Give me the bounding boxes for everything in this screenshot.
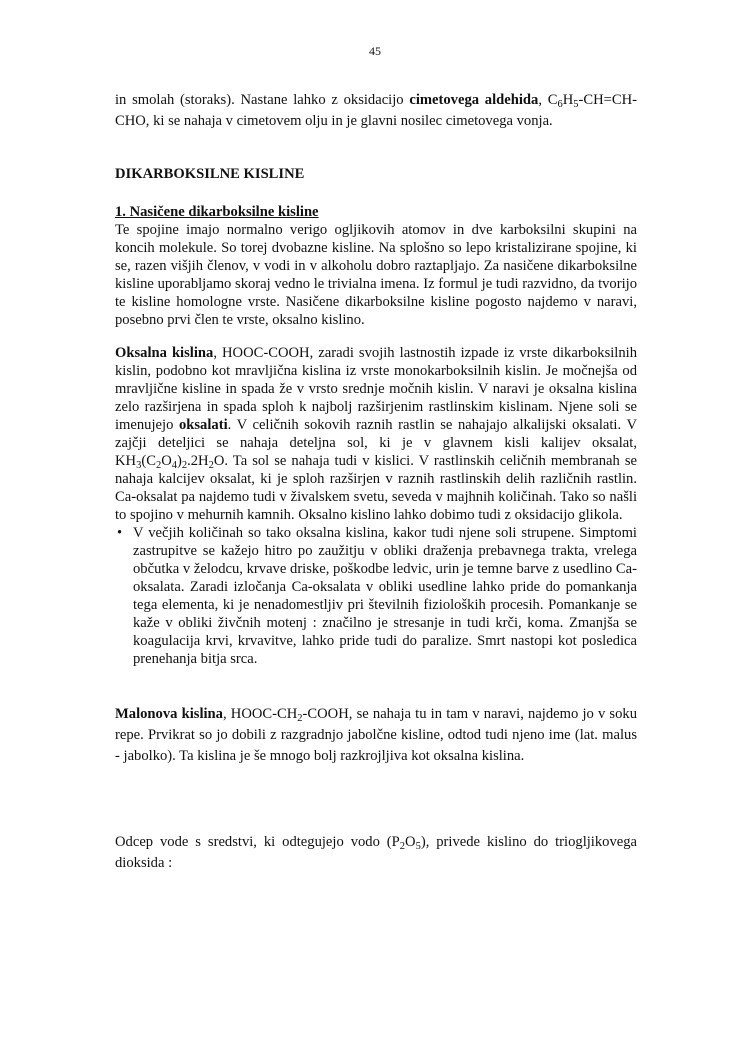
subsection-heading: 1. Nasičene dikarboksilne kisline <box>115 204 319 220</box>
subscript: 2 <box>399 841 406 852</box>
text-run: H <box>562 92 574 108</box>
oxalic-acid-section <box>115 344 637 668</box>
paragraph-text <box>115 221 637 329</box>
text-run: .2H <box>187 453 209 469</box>
bold-term: oksalati <box>178 417 228 433</box>
text-run: O <box>161 453 172 469</box>
text-run: O <box>405 834 416 850</box>
subscript: 6 <box>557 99 563 110</box>
subscript: 4 <box>171 460 177 471</box>
text-run: Te spojine imajo normalno verigo ogljikovih atomov in dve karboksilni skupini na koncih molekule. So torej dvobazne kisline. Na splošno so lepo kristalizirane spojine, ki se, razen višjih členov, v vodi in v alkoholu dobro raztapljajo. Za nasičene dikarboksilne kisline uporabljamo skoraj vedno le trivialna imena. Iz formul je tudi razvidno, da tvorijo te kisline homologne vrste. Nasičene dikarboksilne kisline pogosto najdemo v naravi, posebno prvi člen te vrste, oksalno kislino. <box>115 222 637 328</box>
subscript: 2 <box>181 460 188 471</box>
text-run: ) <box>176 453 182 469</box>
text-run: , C <box>538 92 558 108</box>
text-run: Odcep vode s sredstvi, ki odtegujejo vodo (P <box>115 834 400 850</box>
saturated-acids-section <box>115 203 637 329</box>
subscript: 2 <box>155 460 162 471</box>
bold-term: cimetovega aldehida <box>409 92 539 108</box>
text-run: O. Ta sol se nahaja tudi v kislici. V rastlinskih celičnih membranah se nahaja kalcijev oksalat, ki je sploh razširjen v raznih rastlinskih delih različnih rastlin. Ca-oksalat pa najdemo tudi v živalskem svetu, seveda v majhnih količinah. Tako so našli to spojino v mehurnih kamnih. Oksalno kislino lahko dobimo tudi z oksidacijo glikola. <box>115 453 637 523</box>
text-run: , HOOC-COOH, zaradi svojih lastnostih izpade iz vrste dikarboksilnih kislin, podobno kot mravljična kislina iz vrste monokarboksilnih kislin. Je močnejša od mravljične kisline in spada že v vrsto srednje močnih kislin. V naravi je oksalna kislina zelo razširjena in spada sploh k najbolj razširjenim rastlinskim kislinam. Njene soli se imenujejo <box>115 345 638 433</box>
subscript: 3 <box>136 460 142 471</box>
intro-paragraph <box>115 90 637 132</box>
text-run: . V celičnih sokovih raznih rastlin se nahajajo alkalijski oksalati. V zajčji deteljici se nahaja deteljna sol, ki je v glavnem kisli kalijev oksalat, KH <box>115 417 637 469</box>
text-run: ), privede kislino do trioglјikovega dioksida : <box>115 834 637 871</box>
subscript: 5 <box>415 841 421 852</box>
paragraph-text <box>115 90 637 132</box>
text-run: in smolah (storaks). Nastane lahko z oksidacijo <box>115 92 410 108</box>
section-heading-block <box>115 165 637 183</box>
bold-term: Oksalna kislina <box>115 345 214 361</box>
text-run: V večjih količinah so tako oksalna kislina, kakor tudi njene soli strupene. Simptomi zastrupitve se kažejo hitro po zaužitju v obliki draženja prebavnega trakta, vrelega občutka v želodcu, krvave driske, poškodbe ledvic, urin je temne barve z usedlino Ca-oksalata. Zaradi izločanja Ca-oksalata v obliki usedline lahko pride do pomankanja tega elementa, ki je nenadomestljiv pri številnih fizioloških procesih. Pomankanje se kaže v obliki živčnih motenj : značilno je stresanje in tudi krči, koma. Zmanjša se koagulacija krvi, krvavitve, lahko pride tudi do paralize. Smrt nastopi kot posledica prenehanja bitja srca. <box>133 525 637 667</box>
text-run: -COOH, se nahaja tu in tam v naravi, najdemo jo v soku repe. Prvikrat so jo dobili z razgradnjo jabolčne kisline, odtod tudi njeno ime (lat. malus - jabolko). Ta kislina je še mnogo bolj razkrojljiva kot oksalna kislina. <box>115 706 638 764</box>
list-item <box>115 524 637 668</box>
subscript: 2 <box>208 460 214 471</box>
text-run: (C <box>141 453 156 469</box>
text-run: -CH=CH-CHO, ki se nahaja v cimetovem olju in je glavni nosilec cimetovega vonja. <box>115 92 637 129</box>
section-heading: DIKARBOKSILNE KISLINE <box>115 166 305 182</box>
text-run: , HOOC-CH <box>222 706 298 722</box>
paragraph-text <box>115 344 637 524</box>
bullet-list <box>115 524 637 668</box>
paragraph-text <box>115 832 637 874</box>
paragraph-text <box>115 704 637 767</box>
dehydration-paragraph <box>115 832 637 874</box>
malonic-acid-paragraph <box>115 704 637 767</box>
page-number: 45 <box>369 44 381 58</box>
subscript: 2 <box>297 713 303 724</box>
bold-term: Malonova kislina <box>115 706 223 722</box>
list-item-text <box>133 525 637 667</box>
subscript: 5 <box>573 99 579 110</box>
